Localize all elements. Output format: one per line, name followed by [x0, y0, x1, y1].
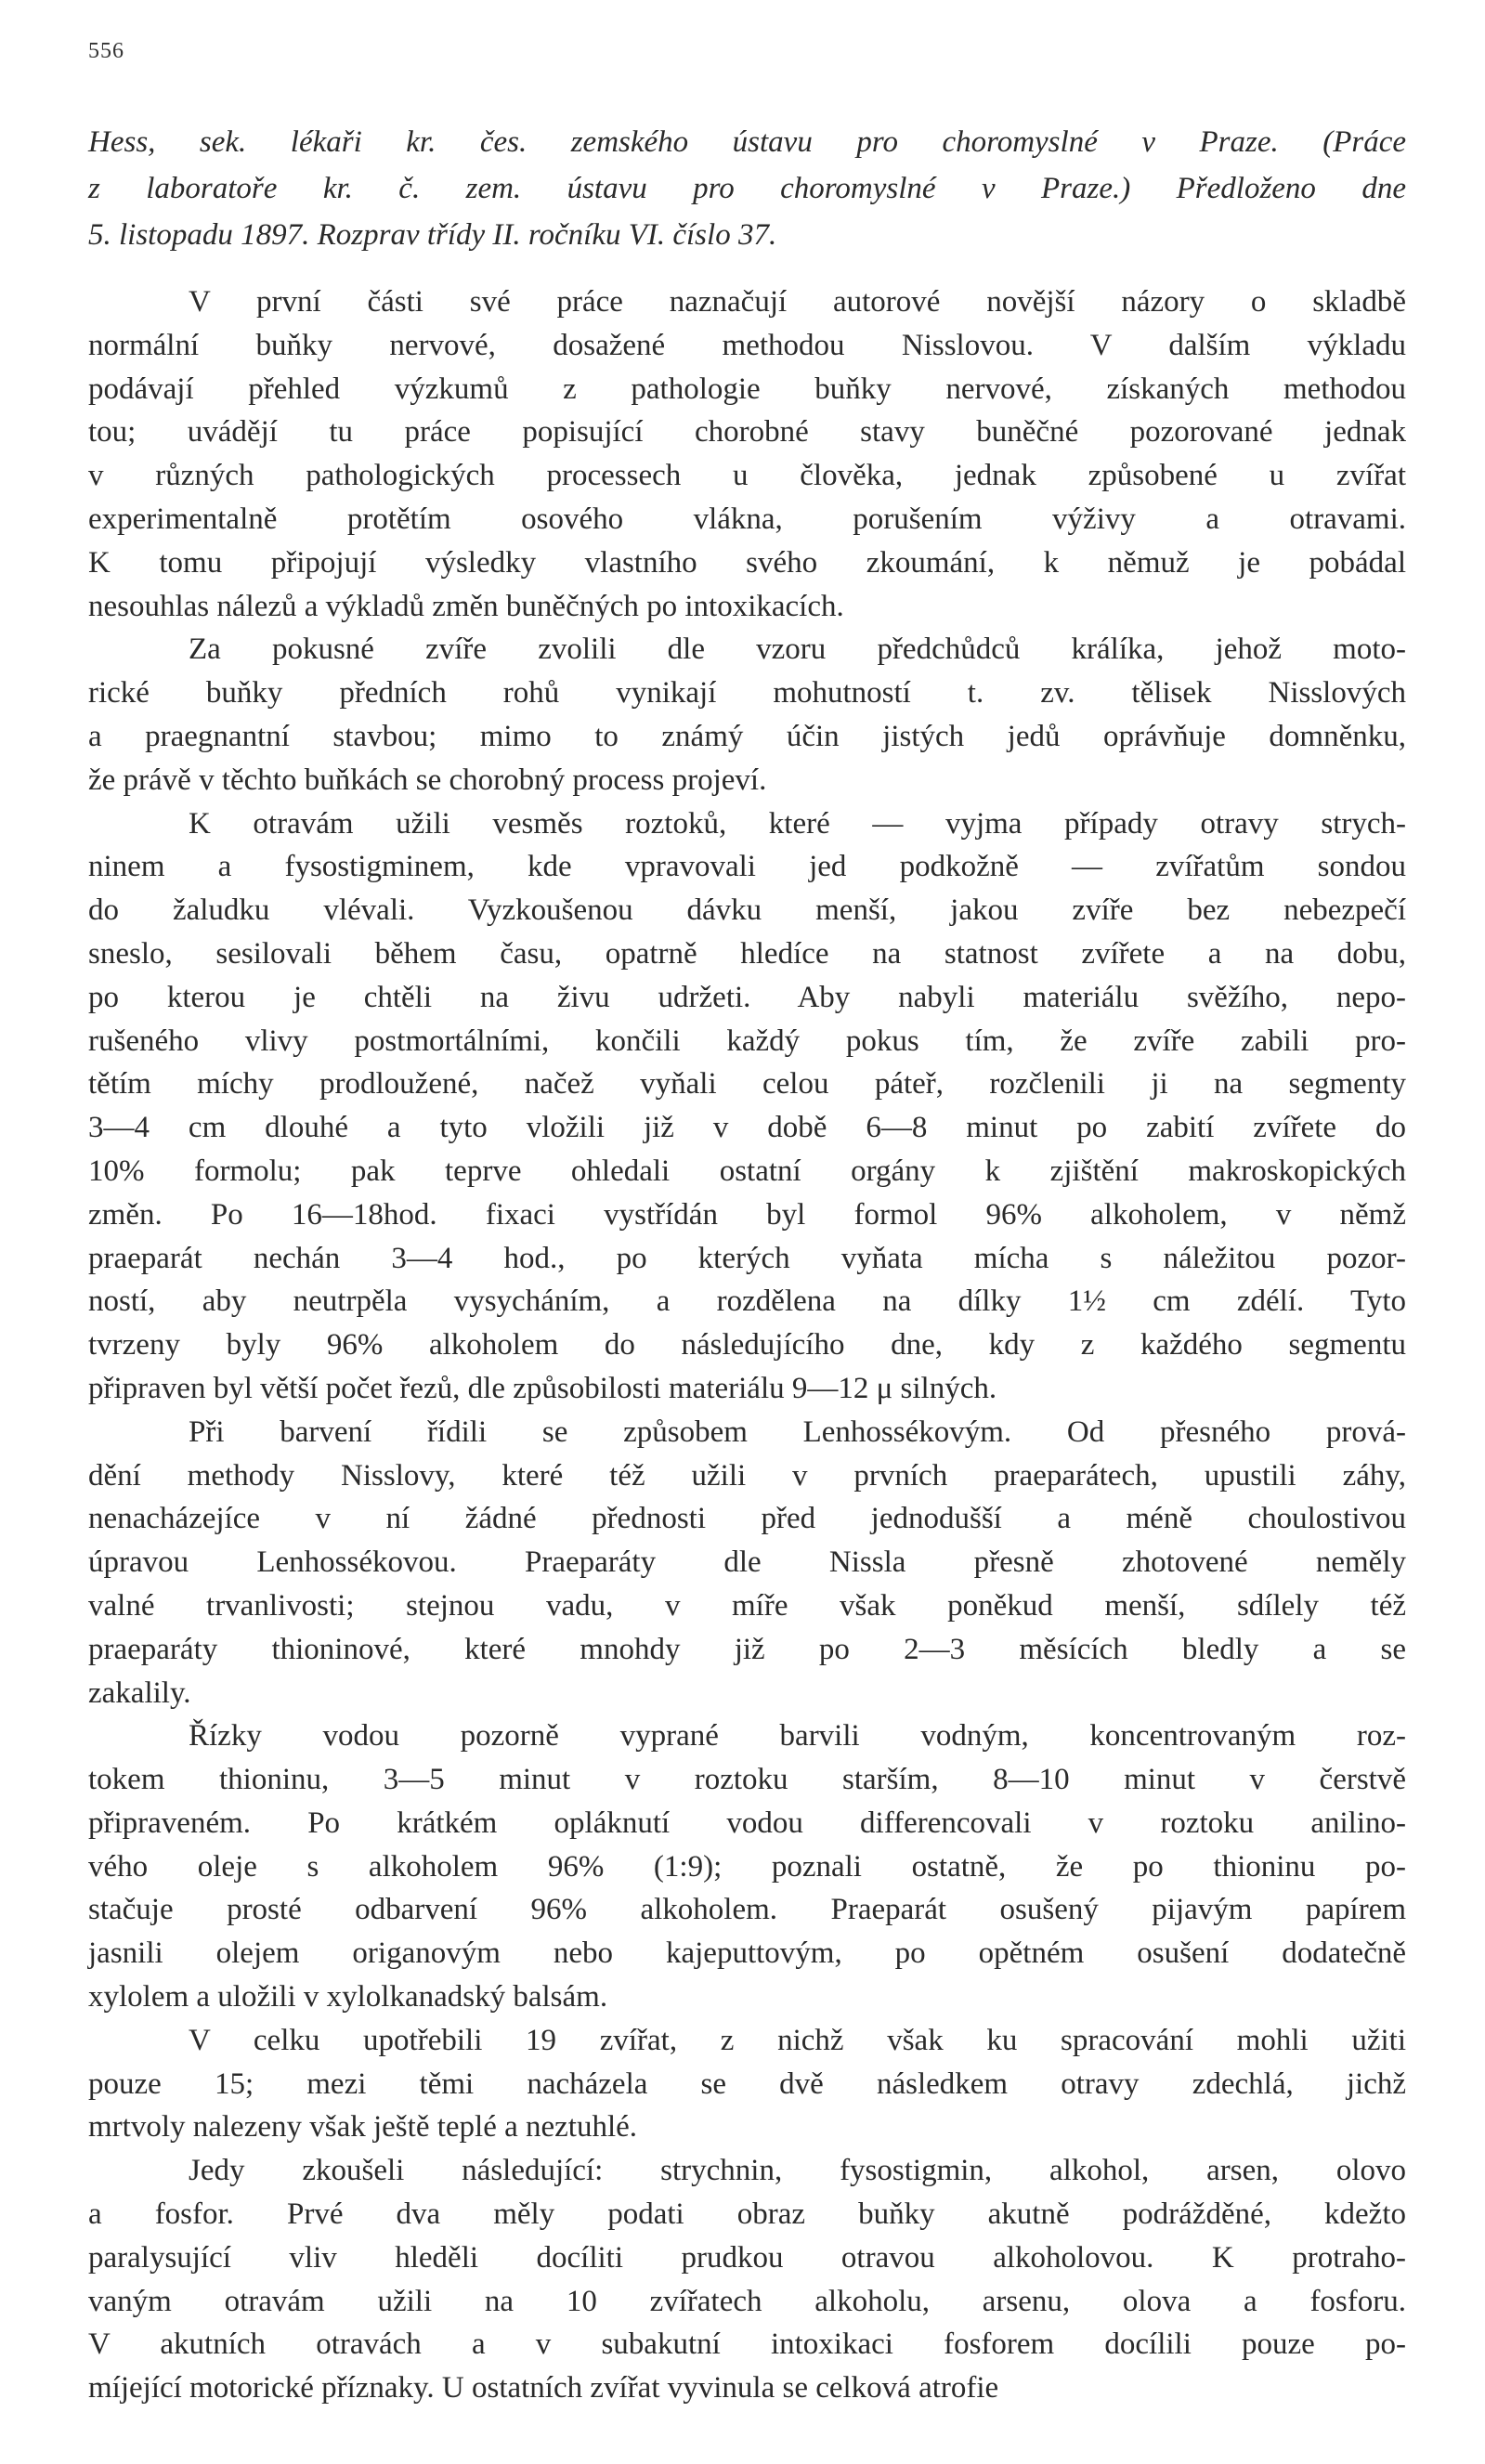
- text-line: stačuje prosté odbarvení 96% alkoholem. Praeparát osušený pijavým papírem: [88, 1893, 1406, 1927]
- paragraph: [88, 1714, 1406, 2019]
- citation-line: z laboratoře kr. č. zem. ústavu pro choromyslné v Praze.) Předloženo dne: [88, 172, 1406, 205]
- text-line: tou; uvádějí tu práce popisující chorobné stavy buněčné pozorované jednak: [88, 415, 1406, 450]
- text-line: rušeného vlivy postmortálními, končili každý pokus tím, že zvíře zabili pro-: [88, 1023, 1406, 1058]
- text-line: Jedy zkoušeli následující: strychnin, fysostigmin, alkohol, arsen, olovo: [189, 2154, 1406, 2188]
- text-line: paralysující vliv hleděli docíliti prudkou otravou alkoholovou. K protraho-: [88, 2240, 1406, 2275]
- text-line: Při barvení řídili se způsobem Lenhossékovým. Od přesného prová-: [189, 1415, 1406, 1449]
- text-line: zakalily.: [88, 1675, 191, 1710]
- text-line: po kterou je chtěli na živu udržeti. Aby nabyli materiálu svěžího, nepo-: [88, 980, 1406, 1014]
- text-line: rické buňky předních rohů vynikají mohutností t. zv. tělisek Nisslových: [88, 676, 1406, 711]
- text-line: praeparát nechán 3—4 hod., po kterých vyňata mícha s náležitou pozor-: [88, 1241, 1406, 1275]
- text-line: pouze 15; mezi těmi nacházela se dvě následkem otravy zdechlá, jichž: [88, 2066, 1406, 2101]
- page-number: 556: [88, 39, 124, 63]
- text-line: valné trvanlivosti; stejnou vadu, v míře však poněkud menší, sdílely též: [88, 1588, 1406, 1623]
- paragraph: [88, 2019, 1406, 2149]
- text-line: K otravám užili vesměs roztoků, které — vyjma případy otravy strych-: [189, 806, 1406, 841]
- text-line: připraven byl větší počet řezů, dle způsobilosti materiálu 9—12 μ silných.: [88, 1371, 997, 1405]
- text-line: K tomu připojují výsledky vlastního svého zkoumání, k němuž je pobádal: [88, 545, 1406, 580]
- citation-line: 5. listopadu 1897. Rozprav třídy II. ročníku VI. číslo 37.: [88, 218, 777, 252]
- text-line: že právě v těchto buňkách se chorobný process projeví.: [88, 763, 767, 797]
- text-line: V první části své práce naznačují autorové novější názory o skladbě: [189, 285, 1406, 319]
- text-line: xylolem a uložili v xylolkanadský balsám.: [88, 1980, 608, 2014]
- text-line: jasnili olejem origanovým nebo kajeputtovým, po opětném osušení dodatečně: [88, 1936, 1406, 1971]
- text-line: podávají přehled výzkumů z pathologie buňky nervové, získaných methodou: [88, 372, 1406, 406]
- text-line: do žaludku vlévali. Vyzkoušenou dávku menší, jakou zvíře bez nebezpečí: [88, 893, 1406, 928]
- paragraph: [88, 280, 1406, 628]
- text-line: vého oleje s alkoholem 96% (1:9); poznali ostatně, že po thioninu po-: [88, 1849, 1406, 1884]
- text-line: připraveném. Po krátkém opláknutí vodou differencovali v roztoku anilino-: [88, 1806, 1406, 1840]
- text-line: změn. Po 16—18hod. fixaci vystřídán byl formol 96% alkoholem, v němž: [88, 1197, 1406, 1232]
- text-line: míjející motorické příznaky. U ostatních zvířat vyvinula se celková atrofie: [88, 2371, 999, 2405]
- text-line: sneslo, sesilovali během času, opatrně hledíce na statnost zvířete a na dobu,: [88, 936, 1406, 971]
- text-line: Za pokusné zvíře zvolili dle vzoru předchůdců králíka, jehož moto-: [189, 632, 1406, 667]
- paragraph: [88, 1411, 1406, 1715]
- text-line: tětím míchy prodloužené, načež vyňali celou páteř, rozčlenili ji na segmenty: [88, 1067, 1406, 1102]
- text-line: 10% formolu; pak teprve ohledali ostatní orgány k zjištění makroskopických: [88, 1154, 1406, 1188]
- citation-header: [88, 119, 1406, 258]
- text-line: 3—4 cm dlouhé a tyto vložili již v době 6—8 minut po zabití zvířete do: [88, 1111, 1406, 1145]
- text-line: experimentalně protětím osového vlákna, porušením výživy a otravami.: [88, 502, 1406, 536]
- text-line: tvrzeny byly 96% alkoholem do následujícího dne, kdy z každého segmentu: [88, 1328, 1406, 1362]
- text-line: mrtvoly nalezeny však ještě teplé a neztuhlé.: [88, 2110, 638, 2145]
- text-line: vaným otravám užili na 10 zvířatech alkoholu, arsenu, olova a fosforu.: [88, 2284, 1406, 2318]
- text-line: V celku upotřebili 19 zvířat, z nichž však ku spracování mohli užiti: [189, 2023, 1406, 2057]
- paragraph: [88, 2149, 1406, 2410]
- text-line: nenacházejíce v ní žádné přednosti před jednodušší a méně choulostivou: [88, 1502, 1406, 1536]
- text-line: ninem a fysostigminem, kde vpravovali jed podkožně — zvířatům sondou: [88, 850, 1406, 884]
- text-line: v různých pathologických processech u člověka, jednak způsobené u zvířat: [88, 459, 1406, 493]
- text-line: tokem thioninu, 3—5 minut v roztoku starším, 8—10 minut v čerstvě: [88, 1763, 1406, 1797]
- text-line: Řízky vodou pozorně vyprané barvili vodným, koncentrovaným roz-: [189, 1719, 1406, 1753]
- text-line: V akutních otravách a v subakutní intoxikaci fosforem docílili pouze po-: [88, 2327, 1406, 2362]
- text-line: nesouhlas nálezů a výkladů změn buněčných po intoxikacích.: [88, 589, 844, 623]
- text-line: praeparáty thioninové, které mnohdy již po 2—3 měsících bledly a se: [88, 1632, 1406, 1666]
- text-line: ností, aby neutrpěla vysycháním, a rozdělena na dílky 1½ cm zdélí. Tyto: [88, 1284, 1406, 1319]
- text-line: a praegnantní stavbou; mimo to známý účin jistých jedů oprávňuje domněnku,: [88, 719, 1406, 753]
- text-line: normální buňky nervové, dosažené methodou Nisslovou. V dalším výkladu: [88, 328, 1406, 362]
- paragraph: [88, 628, 1406, 802]
- body-text: [88, 280, 1406, 2410]
- text-line: úpravou Lenhossékovou. Praeparáty dle Nissla přesně zhotovené neměly: [88, 1545, 1406, 1580]
- text-line: a fosfor. Prvé dva měly podati obraz buňky akutně podrážděné, kdežto: [88, 2197, 1406, 2232]
- citation-line: Hess, sek. lékaři kr. čes. zemského ústavu pro choromyslné v Praze. (Práce: [88, 125, 1406, 159]
- paragraph: [88, 802, 1406, 1411]
- text-line: dění methody Nisslovy, které též užili v prvních praeparátech, upustili záhy,: [88, 1458, 1406, 1493]
